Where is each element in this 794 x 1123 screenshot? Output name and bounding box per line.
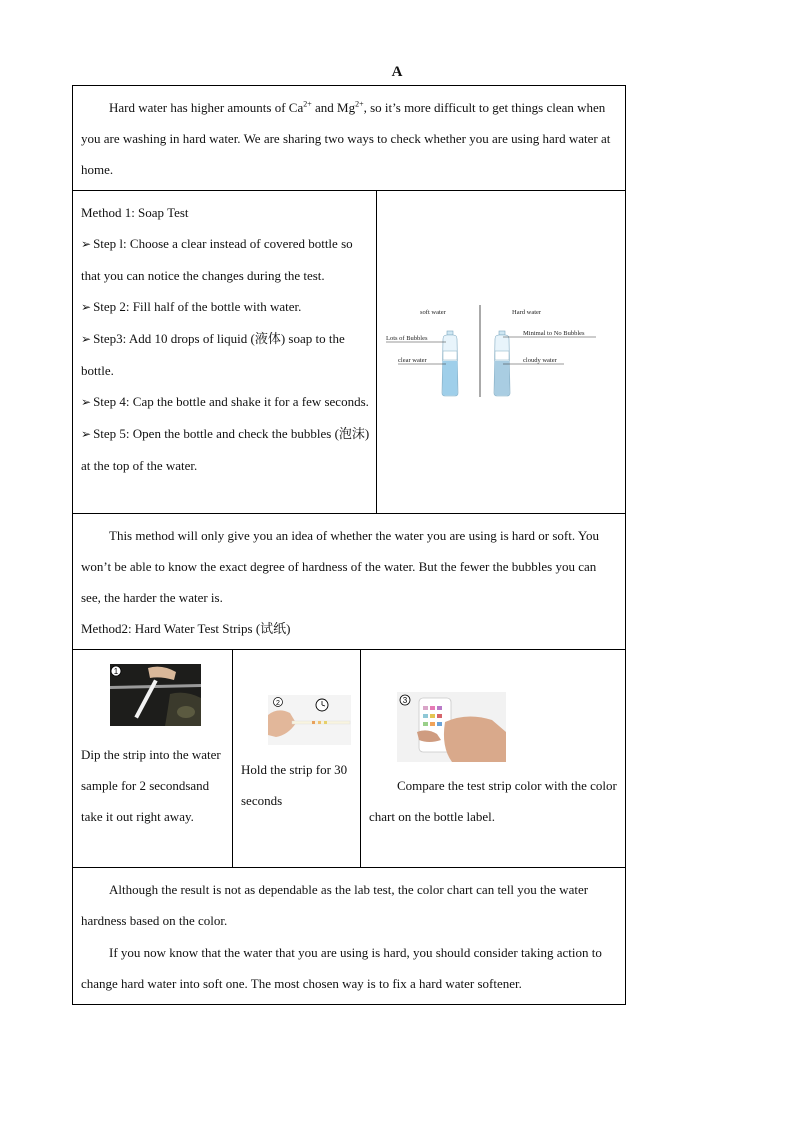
col-divider [376, 190, 377, 513]
compare-color-photo [397, 692, 506, 762]
strip-step-2-text: Hold the strip for 30 seconds [241, 762, 348, 808]
arrow-icon: ➢ [81, 395, 92, 409]
arrow-icon: ➢ [81, 332, 92, 346]
step-number-3: 3 [402, 696, 408, 705]
method1-step-5: ➢ Step 5: Open the bottle and check the bubbles (泡沫) at the top of the water. [81, 426, 370, 473]
method1-block [81, 197, 373, 481]
method2-title: Method2: Hard Water Test Strips (试纸) [81, 621, 291, 636]
conclusion-paragraph-2: If you now know that the water that you are using is hard, you should consider taking action to change hard water into soft one. The most chosen way is to fix a hard water softener. [81, 945, 602, 991]
page-heading: A [391, 64, 403, 80]
step-number-1: 1 [113, 667, 119, 676]
soft-clear-label: clear water [398, 357, 427, 364]
step-number-2: 2 [276, 700, 280, 707]
method1-step-2: ➢ Step 2: Fill half of the bottle with water. [81, 299, 302, 314]
method1-step-4: ➢ Step 4: Cap the bottle and shake it for a few seconds. [81, 394, 369, 409]
soft-water-label: soft water [420, 309, 446, 316]
strip-step-1-text: Dip the strip into the water sample for 2 secondsand take it out right away. [81, 747, 221, 824]
hard-water-bottle-icon [494, 331, 510, 396]
hard-bubbles-label: Minimal to No Bubbles [523, 330, 585, 337]
arrow-icon: ➢ [81, 237, 92, 251]
conclusion-paragraph-1: Although the result is not as dependable as the lab test, the color chart can tell you the water hardness based on the color. [81, 882, 589, 928]
ca-superscript: 2+ [303, 99, 312, 109]
mg-superscript: 2+ [355, 99, 364, 109]
soft-water-bottle-icon [442, 331, 458, 396]
row-divider [72, 513, 626, 514]
arrow-icon: ➢ [81, 427, 92, 441]
hard-cloudy-label: cloudy water [523, 357, 557, 364]
strip-step-3-text: Compare the test strip color with the color chart on the bottle label. [369, 778, 617, 824]
hard-water-fill [495, 361, 510, 396]
soap-test-figure [380, 295, 620, 405]
method1-step-1: ➢ Step l: Choose a clear instead of covered bottle so that you can notice the changes during the test. [81, 236, 353, 283]
soft-water-fill [443, 361, 458, 396]
intro-paragraph: Hard water has higher amounts of $Ca^{2+}$ and $Mg^{2+}$, so it’s more difficult to get things clean when you are washing in hard water. We are sharing two ways to check whether you are using hard water at home. [81, 99, 611, 177]
col-divider [360, 649, 361, 867]
col-divider [232, 649, 233, 867]
hold-strip-photo [268, 695, 351, 745]
middle-paragraph: This method will only give you an idea of whether the water you are using is hard or soft. You won’t be able to know the exact degree of hardness of the water. But the fewer the bubbles you can see, the harder the water is. [81, 528, 599, 605]
hard-water-label: Hard water [512, 309, 542, 316]
row-divider [72, 190, 626, 191]
row-divider [72, 649, 626, 650]
method1-title: Method 1: Soap Test [81, 205, 189, 220]
dip-strip-photo [110, 664, 201, 726]
soft-bubbles-label: Lots of Bubbles [386, 335, 428, 342]
arrow-icon: ➢ [81, 300, 92, 314]
row-divider [72, 867, 626, 868]
method1-step-3: ➢ Step3: Add 10 drops of liquid (液体) soap to the bottle. [81, 331, 345, 378]
timer-icon [316, 699, 328, 711]
